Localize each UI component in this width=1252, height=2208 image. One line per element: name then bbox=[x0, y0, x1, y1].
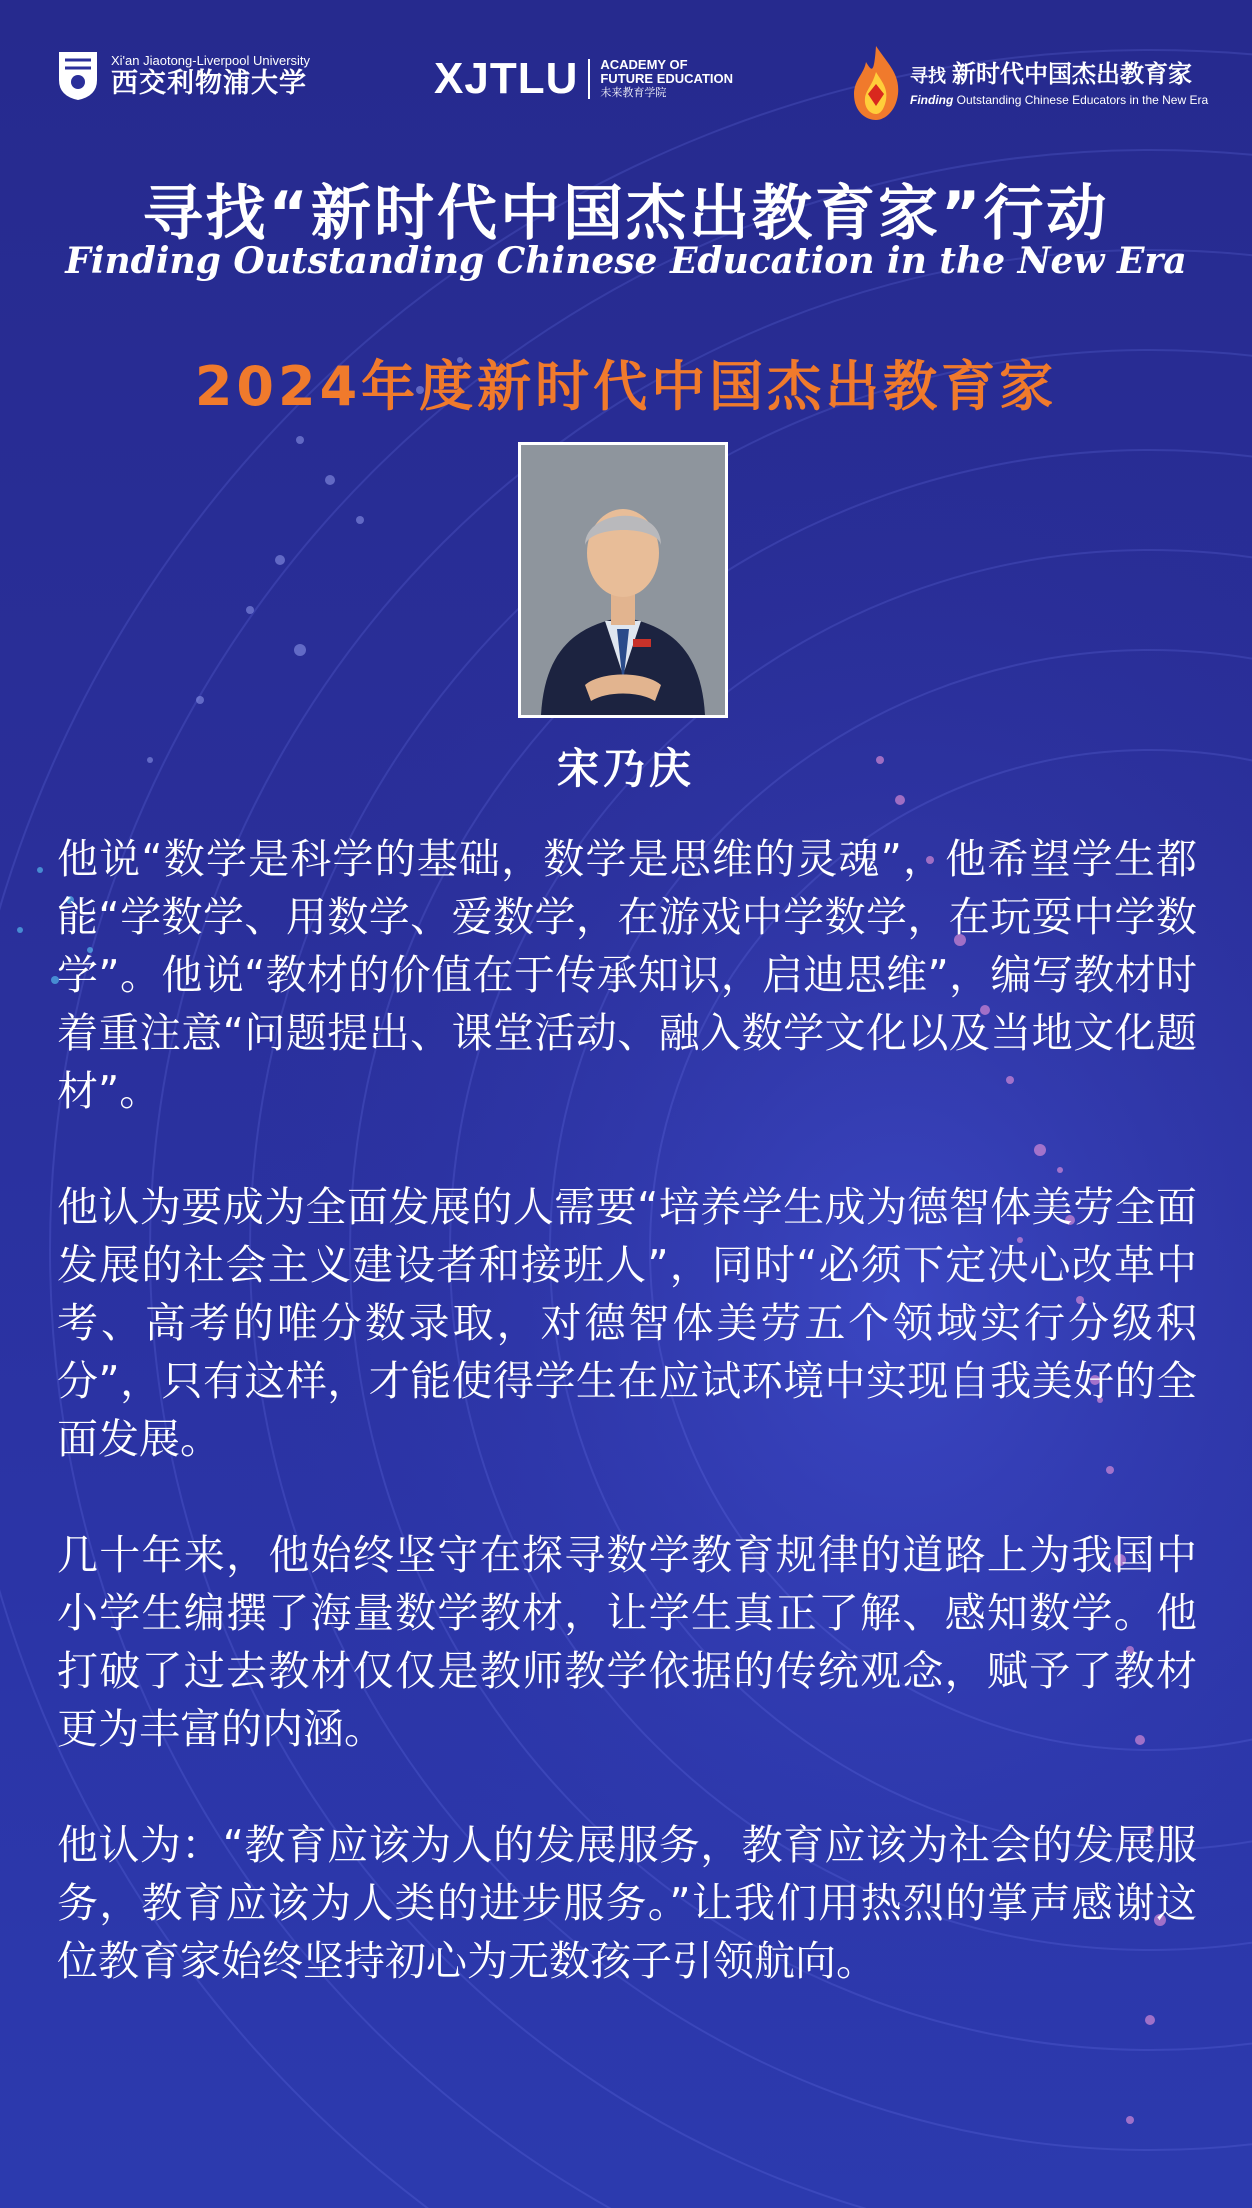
logo-divider bbox=[588, 59, 590, 99]
finding-educators-logo bbox=[848, 44, 1208, 122]
academy-future-education-logo bbox=[434, 54, 733, 104]
portrait-photo bbox=[518, 442, 728, 718]
award-subtitle: 2024年度新时代中国杰出教育家 bbox=[194, 355, 1058, 418]
paragraph-4: 他认为：“教育应该为人的发展服务，教育应该为社会的发展服务，教育应该为人类的进步服务。”让我们用热烈的掌声感谢这位教育家始终坚持初心为无数孩子引领航向。 bbox=[57, 1821, 1197, 1985]
paragraph-2: 他认为要成为全面发展的人需要“培养学生成为德智体美劳全面发展的社会主义建设者和接班人”，同时“必须下定决心改革中考、高考的唯分数录取，对德智体美劳五个领域实行分级积分”，只有这样，才能使得学生在应试环境中实现自我美好的全面发展。 bbox=[57, 1183, 1197, 1463]
xjtlu-wordmark: XJTLU bbox=[434, 54, 579, 103]
finding-cn: 新时代中国杰出教育家 bbox=[952, 59, 1192, 88]
finding-small-cn: 寻找 bbox=[910, 65, 946, 87]
afe-cn: 未来教育学院 bbox=[600, 87, 667, 99]
paragraph-1: 他说“数学是科学的基础，数学是思维的灵魂”，他希望学生都能“学数学、用数学、爱数学，在游戏中学数学，在玩耍中学数学”。他说“教材的价值在于传承知识，启迪思维”，编写教材时着重注意“问题提出、课堂活动、融入数学文化以及当地文化题材”。 bbox=[57, 835, 1197, 1115]
finding-en-rest: Outstanding Chinese Educators in the New Era bbox=[956, 92, 1209, 107]
university-name-en: Xi'an Jiaotong-Liverpool University bbox=[111, 52, 311, 68]
person-name: 宋乃庆 bbox=[556, 744, 695, 793]
paragraph-3: 几十年来，他始终坚守在探寻数学教育规律的道路上为我国中小学生编撰了海量数学教材，让学生真正了解、感知数学。他打破了过去教材仅仅是教师教学依据的传统观念，赋予了教材更为丰富的内涵。 bbox=[57, 1531, 1197, 1753]
campaign-title-cn: 寻找“新时代中国杰出教育家”行动 bbox=[142, 179, 1110, 249]
finding-en-bold: Finding bbox=[910, 92, 954, 107]
xjtlu-university-logo bbox=[57, 50, 310, 102]
campaign-title-en: Finding Outstanding Chinese Education in the New Era bbox=[65, 240, 1187, 282]
flame-icon bbox=[848, 44, 904, 122]
university-crest-icon bbox=[57, 50, 99, 102]
university-name-cn: 西交利物浦大学 bbox=[111, 67, 307, 99]
afe-line2: FUTURE EDUCATION bbox=[600, 71, 733, 86]
body-text bbox=[57, 830, 1197, 2048]
afe-line1: ACADEMY OF bbox=[600, 57, 688, 72]
logo-row bbox=[0, 44, 1252, 114]
